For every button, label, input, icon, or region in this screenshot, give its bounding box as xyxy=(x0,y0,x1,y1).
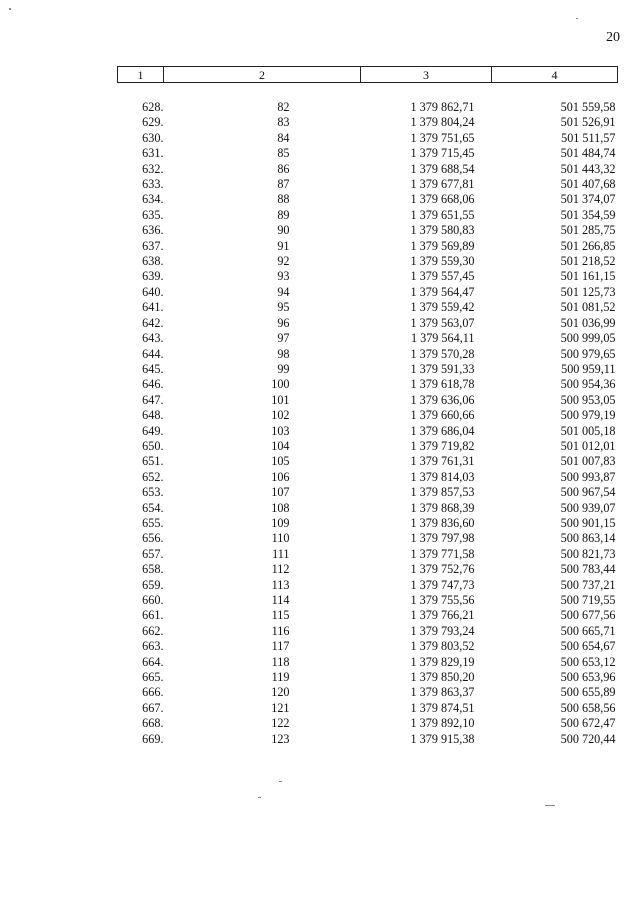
point-number-cell: 122 xyxy=(271,716,290,731)
x-coordinate-cell: 1 379 668,06 xyxy=(410,192,475,207)
row-number-cell: 662. xyxy=(142,623,164,638)
row-number-cell: 630. xyxy=(142,130,164,145)
table-row xyxy=(118,485,618,500)
row-number-cell: 665. xyxy=(142,670,164,685)
point-number-cell: 99 xyxy=(277,361,290,376)
table-row xyxy=(118,593,618,608)
y-coordinate-cell: 500 939,07 xyxy=(560,500,616,515)
y-coordinate-cell: 500 821,73 xyxy=(560,546,616,561)
point-number-cell: 109 xyxy=(271,515,290,530)
row-number-cell: 651. xyxy=(142,454,164,469)
point-number-cell: 105 xyxy=(271,454,290,469)
y-coordinate-cell: 500 658,56 xyxy=(560,700,616,715)
scan-speck xyxy=(9,8,11,10)
point-number-cell: 101 xyxy=(271,392,290,407)
table-row xyxy=(118,254,618,269)
point-number-cell: 108 xyxy=(271,500,290,515)
row-number-cell: 661. xyxy=(142,608,164,623)
table-row xyxy=(118,516,618,531)
table-row xyxy=(118,501,618,516)
point-number-cell: 90 xyxy=(277,223,290,238)
point-number-cell: 82 xyxy=(277,100,290,114)
table-row xyxy=(118,562,618,577)
row-number-cell: 635. xyxy=(142,207,164,222)
table-row xyxy=(118,239,618,254)
x-coordinate-cell: 1 379 677,81 xyxy=(410,177,475,192)
y-coordinate-cell: 501 218,52 xyxy=(560,254,616,269)
point-number-cell: 92 xyxy=(277,254,290,269)
point-number-cell: 94 xyxy=(277,284,290,299)
y-coordinate-cell: 500 979,19 xyxy=(560,408,616,423)
table-row xyxy=(118,162,618,177)
row-number-cell: 663. xyxy=(142,639,164,654)
x-coordinate-cell: 1 379 651,55 xyxy=(410,207,475,222)
x-coordinate-cell: 1 379 829,19 xyxy=(410,654,475,669)
row-number-cell: 634. xyxy=(142,192,164,207)
x-coordinate-cell: 1 379 793,24 xyxy=(410,623,475,638)
point-number-cell: 93 xyxy=(277,269,290,284)
x-coordinate-cell: 1 379 570,28 xyxy=(410,346,475,361)
row-number-cell: 660. xyxy=(142,593,164,607)
column-header-4: 4 xyxy=(492,67,618,83)
y-coordinate-cell: 500 999,05 xyxy=(560,331,616,346)
table-row xyxy=(118,655,618,670)
x-coordinate-cell: 1 379 618,78 xyxy=(410,377,475,392)
y-coordinate-cell: 500 653,12 xyxy=(560,654,616,669)
row-number-cell: 658. xyxy=(142,562,164,577)
point-number-cell: 104 xyxy=(271,438,290,453)
y-coordinate-cell: 500 783,44 xyxy=(560,562,616,577)
scan-speck xyxy=(545,805,555,806)
point-number-cell: 115 xyxy=(271,608,290,623)
point-number-cell: 89 xyxy=(277,207,290,222)
row-number-cell: 633. xyxy=(142,177,164,192)
x-coordinate-cell: 1 379 766,21 xyxy=(410,608,475,623)
x-coordinate-cell: 1 379 580,83 xyxy=(410,223,475,238)
y-coordinate-cell: 500 954,36 xyxy=(560,377,616,392)
table-row xyxy=(118,578,618,593)
point-number-cell: 86 xyxy=(277,161,290,176)
table-row xyxy=(118,377,618,392)
row-number-cell: 636. xyxy=(142,223,164,238)
table-row xyxy=(118,131,618,146)
row-number-cell: 659. xyxy=(142,577,164,592)
row-number-cell: 639. xyxy=(142,269,164,284)
table-row xyxy=(118,639,618,654)
x-coordinate-cell: 1 379 559,42 xyxy=(410,300,475,315)
y-coordinate-cell: 500 672,47 xyxy=(560,716,616,731)
y-coordinate-cell: 500 967,54 xyxy=(560,485,616,500)
x-coordinate-cell: 1 379 814,03 xyxy=(410,469,475,484)
y-coordinate-cell: 500 863,14 xyxy=(560,531,616,546)
y-coordinate-cell: 501 125,73 xyxy=(560,284,616,299)
row-number-cell: 664. xyxy=(142,654,164,669)
row-number-cell: 641. xyxy=(142,300,164,315)
table-row xyxy=(118,146,618,161)
point-number-cell: 118 xyxy=(271,654,290,669)
y-coordinate-cell: 500 737,21 xyxy=(560,577,616,592)
y-coordinate-cell: 501 374,07 xyxy=(560,192,616,207)
y-coordinate-cell: 501 443,32 xyxy=(560,161,616,176)
point-number-cell: 113 xyxy=(271,577,290,592)
row-number-cell: 650. xyxy=(142,438,164,453)
x-coordinate-cell: 1 379 636,06 xyxy=(410,392,475,407)
table-row xyxy=(118,424,618,439)
x-coordinate-cell: 1 379 688,54 xyxy=(410,161,475,176)
point-number-cell: 121 xyxy=(271,700,290,715)
point-number-cell: 114 xyxy=(271,593,290,607)
point-number-cell: 95 xyxy=(277,300,290,315)
x-coordinate-cell: 1 379 836,60 xyxy=(410,515,475,530)
row-number-cell: 640. xyxy=(142,284,164,299)
point-number-cell: 83 xyxy=(277,115,290,130)
row-number-cell: 667. xyxy=(142,700,164,715)
y-coordinate-cell: 500 654,67 xyxy=(560,639,616,654)
y-coordinate-cell: 500 720,44 xyxy=(560,731,616,746)
row-number-cell: 657. xyxy=(142,546,164,561)
point-number-cell: 87 xyxy=(277,177,290,192)
row-number-cell: 654. xyxy=(142,500,164,515)
row-number-cell: 648. xyxy=(142,408,164,423)
x-coordinate-cell: 1 379 751,65 xyxy=(410,130,475,145)
x-coordinate-cell: 1 379 857,53 xyxy=(410,485,475,500)
y-coordinate-cell: 500 665,71 xyxy=(560,623,616,638)
table-row xyxy=(118,439,618,454)
x-coordinate-cell: 1 379 719,82 xyxy=(410,438,475,453)
row-number-cell: 653. xyxy=(142,485,164,500)
x-coordinate-cell: 1 379 564,11 xyxy=(410,331,475,346)
table-row xyxy=(118,300,618,315)
table-row xyxy=(118,100,618,115)
y-coordinate-cell: 500 677,56 xyxy=(560,608,616,623)
table-row xyxy=(118,177,618,192)
y-coordinate-cell: 500 953,05 xyxy=(560,392,616,407)
table-row xyxy=(118,624,618,639)
table-row xyxy=(118,547,618,562)
x-coordinate-cell: 1 379 747,73 xyxy=(410,577,475,592)
x-coordinate-cell: 1 379 559,30 xyxy=(410,254,475,269)
x-coordinate-cell: 1 379 850,20 xyxy=(410,670,475,685)
row-number-cell: 647. xyxy=(142,392,164,407)
row-number-cell: 646. xyxy=(142,377,164,392)
table-row xyxy=(118,670,618,685)
x-coordinate-cell: 1 379 715,45 xyxy=(410,146,475,161)
row-number-cell: 666. xyxy=(142,685,164,700)
row-number-cell: 668. xyxy=(142,716,164,731)
point-number-cell: 119 xyxy=(271,670,290,685)
point-number-cell: 106 xyxy=(271,469,290,484)
row-number-cell: 629. xyxy=(142,115,164,130)
x-coordinate-cell: 1 379 892,10 xyxy=(410,716,475,731)
y-coordinate-cell: 501 526,91 xyxy=(560,115,616,130)
table-body xyxy=(118,100,618,747)
point-number-cell: 102 xyxy=(271,408,290,423)
point-number-cell: 110 xyxy=(271,531,290,546)
y-coordinate-cell: 501 559,58 xyxy=(560,100,616,114)
x-coordinate-cell: 1 379 771,58 xyxy=(410,546,475,561)
column-header-1: 1 xyxy=(118,67,164,83)
table-row xyxy=(118,285,618,300)
y-coordinate-cell: 501 511,57 xyxy=(561,130,616,145)
x-coordinate-cell: 1 379 804,24 xyxy=(410,115,475,130)
x-coordinate-cell: 1 379 660,66 xyxy=(410,408,475,423)
y-coordinate-cell: 500 959,11 xyxy=(561,361,616,376)
point-number-cell: 107 xyxy=(271,485,290,500)
point-number-cell: 120 xyxy=(271,685,290,700)
table-row xyxy=(118,393,618,408)
table-header xyxy=(118,67,618,101)
row-number-cell: 642. xyxy=(142,315,164,330)
y-coordinate-cell: 500 901,15 xyxy=(560,515,616,530)
x-coordinate-cell: 1 379 557,45 xyxy=(410,269,475,284)
x-coordinate-cell: 1 379 915,38 xyxy=(410,731,475,746)
x-coordinate-cell: 1 379 686,04 xyxy=(410,423,475,438)
y-coordinate-cell: 501 081,52 xyxy=(560,300,616,315)
x-coordinate-cell: 1 379 564,47 xyxy=(410,284,475,299)
point-number-cell: 97 xyxy=(277,331,290,346)
coordinates-table xyxy=(117,66,618,747)
row-number-cell: 637. xyxy=(142,238,164,253)
point-number-cell: 84 xyxy=(277,130,290,145)
point-number-cell: 117 xyxy=(271,639,290,654)
point-number-cell: 98 xyxy=(277,346,290,361)
point-number-cell: 103 xyxy=(271,423,290,438)
point-number-cell: 123 xyxy=(271,731,290,746)
point-number-cell: 88 xyxy=(277,192,290,207)
table-row xyxy=(118,269,618,284)
x-coordinate-cell: 1 379 563,07 xyxy=(410,315,475,330)
row-number-cell: 656. xyxy=(142,531,164,546)
y-coordinate-cell: 501 036,99 xyxy=(560,315,616,330)
table-row xyxy=(118,208,618,223)
y-coordinate-cell: 500 655,89 xyxy=(560,685,616,700)
row-number-cell: 655. xyxy=(142,515,164,530)
x-coordinate-cell: 1 379 797,98 xyxy=(410,531,475,546)
table-row xyxy=(118,115,618,130)
point-number-cell: 85 xyxy=(277,146,290,161)
y-coordinate-cell: 501 354,59 xyxy=(560,207,616,222)
y-coordinate-cell: 501 407,68 xyxy=(560,177,616,192)
table-row xyxy=(118,454,618,469)
table-row xyxy=(118,362,618,377)
y-coordinate-cell: 501 161,15 xyxy=(560,269,616,284)
y-coordinate-cell: 501 007,83 xyxy=(560,454,616,469)
y-coordinate-cell: 501 005,18 xyxy=(560,423,616,438)
y-coordinate-cell: 501 285,75 xyxy=(560,223,616,238)
table-row xyxy=(118,685,618,700)
y-coordinate-cell: 501 012,01 xyxy=(560,438,616,453)
row-number-cell: 644. xyxy=(142,346,164,361)
scan-speck xyxy=(576,18,578,19)
scan-speck xyxy=(279,781,282,782)
x-coordinate-cell: 1 379 569,89 xyxy=(410,238,475,253)
table-row xyxy=(118,223,618,238)
point-number-cell: 100 xyxy=(271,377,290,392)
x-coordinate-cell: 1 379 761,31 xyxy=(410,454,475,469)
x-coordinate-cell: 1 379 803,52 xyxy=(410,639,475,654)
page-number: 20 xyxy=(606,30,620,45)
y-coordinate-cell: 500 653,96 xyxy=(560,670,616,685)
point-number-cell: 111 xyxy=(272,546,290,561)
point-number-cell: 112 xyxy=(271,562,290,577)
table-row xyxy=(118,701,618,716)
x-coordinate-cell: 1 379 755,56 xyxy=(410,593,475,607)
point-number-cell: 96 xyxy=(277,315,290,330)
x-coordinate-cell: 1 379 752,76 xyxy=(410,562,475,577)
x-coordinate-cell: 1 379 862,71 xyxy=(410,100,475,114)
x-coordinate-cell: 1 379 874,51 xyxy=(410,700,475,715)
table-row xyxy=(118,470,618,485)
y-coordinate-cell: 500 993,87 xyxy=(560,469,616,484)
table-row xyxy=(118,608,618,623)
x-coordinate-cell: 1 379 591,33 xyxy=(410,361,475,376)
column-header-3: 3 xyxy=(361,67,492,83)
x-coordinate-cell: 1 379 868,39 xyxy=(410,500,475,515)
row-number-cell: 643. xyxy=(142,331,164,346)
y-coordinate-cell: 500 979,65 xyxy=(560,346,616,361)
row-number-cell: 649. xyxy=(142,423,164,438)
row-number-cell: 628. xyxy=(142,100,164,114)
table-row xyxy=(118,347,618,362)
table-row xyxy=(118,331,618,346)
scan-speck xyxy=(258,797,261,798)
point-number-cell: 91 xyxy=(277,238,290,253)
x-coordinate-cell: 1 379 863,37 xyxy=(410,685,475,700)
table-row xyxy=(118,732,618,747)
row-number-cell: 669. xyxy=(142,731,164,746)
table-row xyxy=(118,531,618,546)
table-row xyxy=(118,316,618,331)
table-row xyxy=(118,192,618,207)
row-number-cell: 632. xyxy=(142,161,164,176)
point-number-cell: 116 xyxy=(271,623,290,638)
y-coordinate-cell: 501 484,74 xyxy=(560,146,616,161)
row-number-cell: 652. xyxy=(142,469,164,484)
column-header-2: 2 xyxy=(164,67,361,83)
row-number-cell: 645. xyxy=(142,361,164,376)
row-number-cell: 631. xyxy=(142,146,164,161)
table-row xyxy=(118,716,618,731)
y-coordinate-cell: 501 266,85 xyxy=(560,238,616,253)
row-number-cell: 638. xyxy=(142,254,164,269)
table-row xyxy=(118,408,618,423)
y-coordinate-cell: 500 719,55 xyxy=(560,593,616,607)
